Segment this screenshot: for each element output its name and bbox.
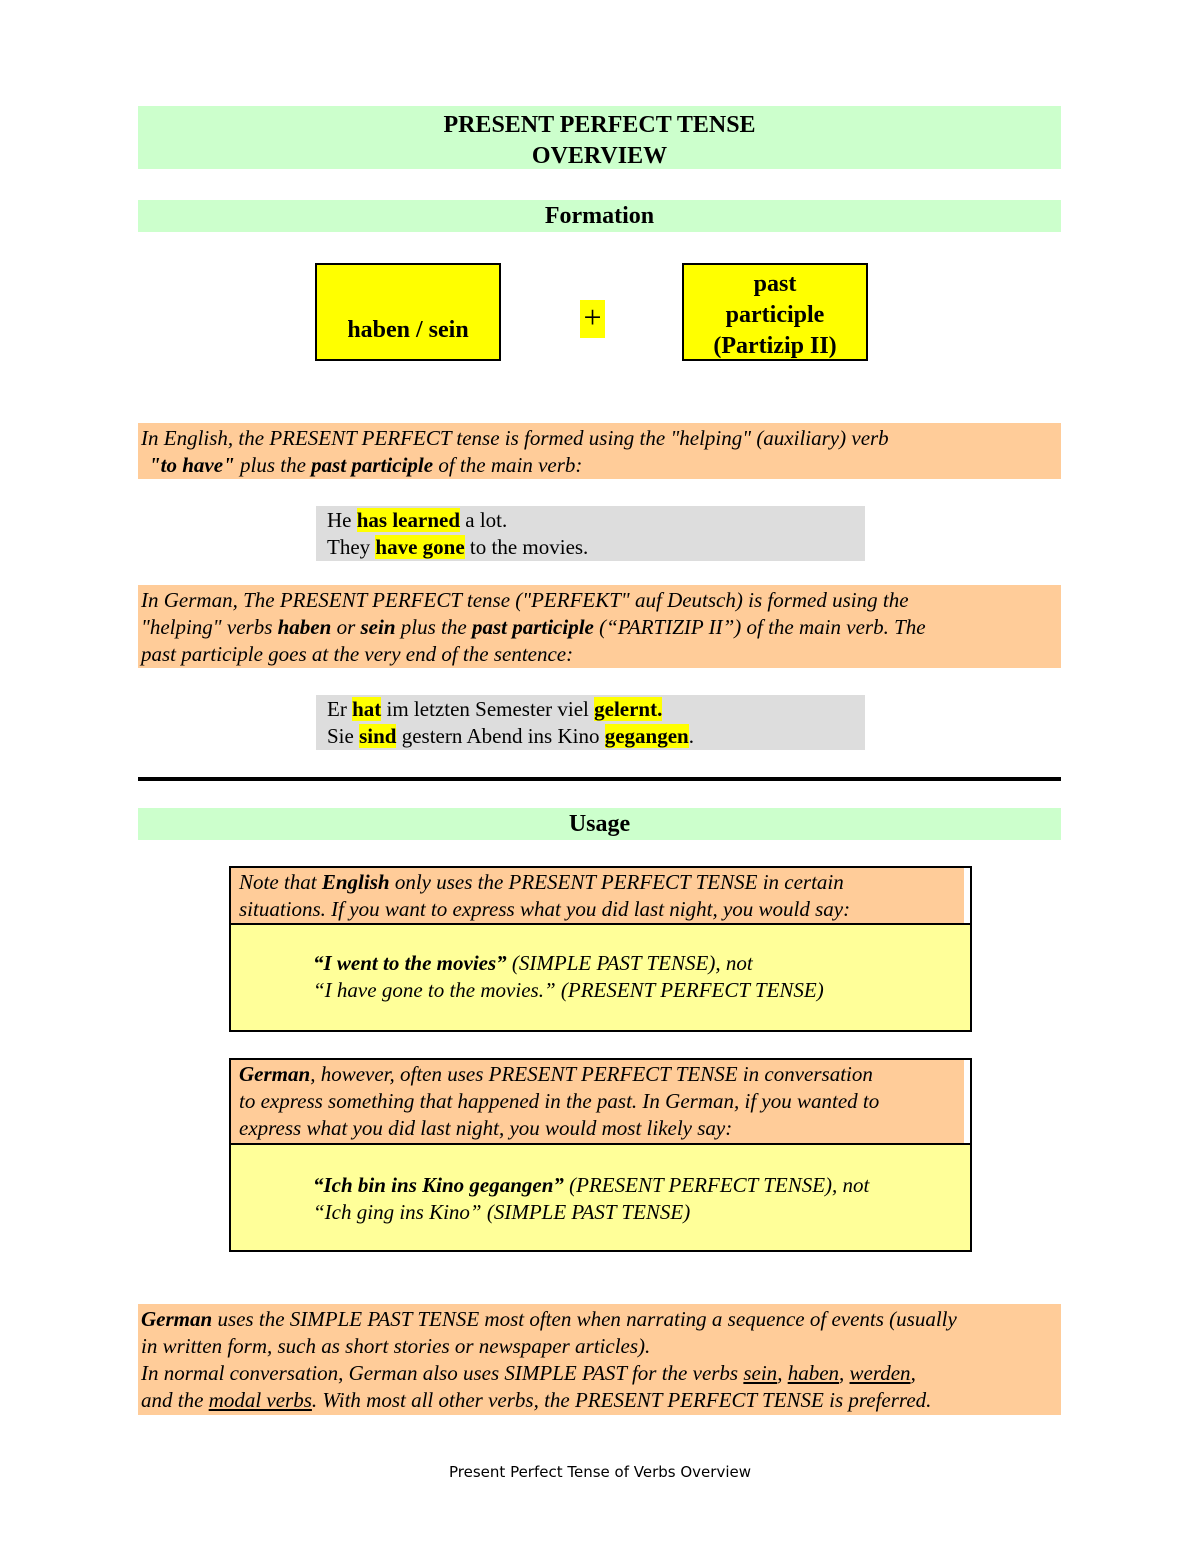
german-examples xyxy=(316,695,865,750)
title-banner xyxy=(138,106,1061,169)
participle-line2: participle xyxy=(725,302,825,328)
participle-line1: past xyxy=(753,271,797,297)
german-usage-examples xyxy=(231,1143,970,1250)
english-example-1: He has learned a lot. xyxy=(327,508,508,532)
german-usage-line1: German, however, often uses PRESENT PERFECT TENSE in conversation xyxy=(239,1062,873,1086)
page-footer: Present Perfect Tense of Verbs Overview xyxy=(449,1463,751,1481)
english-usage-line2: situations. If you want to express what you did last night, you would say: xyxy=(239,897,851,921)
closing-line4: and the modal verbs. With most all other verbs, the PRESENT PERFECT TENSE is preferred. xyxy=(141,1388,932,1412)
german-example-1: Er hat im letzten Semester viel gelernt. xyxy=(327,697,663,721)
usage-heading: Usage xyxy=(138,808,1061,840)
closing-line1: German uses the SIMPLE PAST TENSE most often when narrating a sequence of events (usually xyxy=(141,1307,957,1331)
english-usage-examples xyxy=(231,923,970,1030)
german-usage-example-2: “Ich ging ins Kino” (SIMPLE PAST TENSE) xyxy=(313,1200,691,1224)
closing-note xyxy=(138,1304,1061,1415)
english-note-line2: "to have" plus the past participle of the main verb: xyxy=(149,453,583,477)
english-usage-line1: Note that English only uses the PRESENT PERFECT TENSE in certain xyxy=(239,870,844,894)
section-divider xyxy=(138,777,1061,781)
german-usage-example-1: “Ich bin ins Kino gegangen” (PRESENT PERFECT TENSE), not xyxy=(313,1173,870,1197)
page-title-line2: OVERVIEW xyxy=(531,143,668,169)
page-title-line1: PRESENT PERFECT TENSE xyxy=(443,112,756,138)
participle-line3: (Partizip II) xyxy=(713,333,837,359)
german-note-line1: In German, The PRESENT PERFECT tense ("PERFEKT" auf Deutsch) is formed using the xyxy=(141,588,909,612)
auxiliary-box xyxy=(315,263,501,361)
german-note-line2: "helping" verbs haben or sein plus the past participle (“PARTIZIP II”) of the main verb. The xyxy=(141,615,926,639)
english-usage-note xyxy=(231,868,964,923)
german-usage-box xyxy=(229,1058,972,1252)
german-note-line3: past participle goes at the very end of the sentence: xyxy=(141,642,574,666)
english-note xyxy=(138,423,1061,479)
closing-line3: In normal conversation, German also uses SIMPLE PAST for the verbs sein, haben, werden, xyxy=(141,1361,916,1385)
english-usage-box xyxy=(229,866,972,1032)
english-note-line1: In English, the PRESENT PERFECT tense is formed using the "helping" (auxiliary) verb xyxy=(141,426,889,450)
formation-heading: Formation xyxy=(138,200,1061,232)
plus-sign: + xyxy=(580,300,605,338)
german-usage-note xyxy=(231,1060,964,1143)
english-example-2: They have gone to the movies. xyxy=(327,535,589,559)
german-example-2: Sie sind gestern Abend ins Kino gegangen. xyxy=(327,724,694,748)
english-examples xyxy=(316,506,865,561)
german-usage-line3: express what you did last night, you would most likely say: xyxy=(239,1116,733,1140)
auxiliary-label: haben / sein xyxy=(347,317,469,343)
german-usage-line2: to express something that happened in the past. In German, if you wanted to xyxy=(239,1089,880,1113)
participle-box xyxy=(682,263,868,361)
closing-line2: in written form, such as short stories or newspaper articles). xyxy=(141,1334,651,1358)
german-note xyxy=(138,585,1061,668)
english-usage-example-1: “I went to the movies” (SIMPLE PAST TENSE), not xyxy=(313,951,753,975)
english-usage-example-2: “I have gone to the movies.” (PRESENT PERFECT TENSE) xyxy=(313,978,824,1002)
